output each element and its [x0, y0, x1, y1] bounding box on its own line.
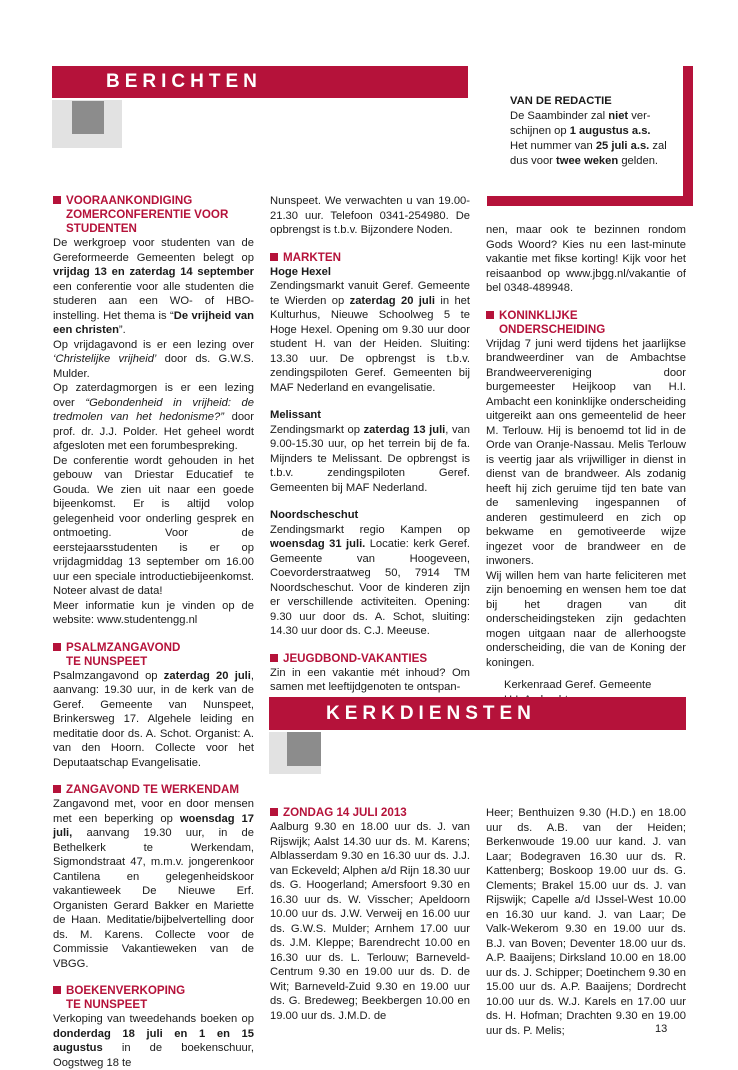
paragraph: De werkgroep voor studenten van de Gereformeerde Gemeenten belegt op vrijdag 13 en zaterdag 14 september een conferentie voor alle studenten die studeren aan een WO- of HBO-instelling. Het thema is “De vrijheid van een christen”.	[53, 237, 254, 336]
heading-zangavond: ZANGAVOND TE WERKENDAM	[53, 783, 254, 797]
paragraph: Zendingsmarkt vanuit Geref. Gemeente te Wierden op zaterdag 20 juli in het Kulturhus, Nieuwe Schoolweg 5 te Hoge Hexel. Opening om 9.30 uur door student H. van der Heiden. Sluiting: 13.30 uur. De opbrengst is t.b.v. zendingspiloten Geref. Gemeenten bij MAF Nederland en evangelisatie.	[270, 280, 470, 394]
paragraph: Zendingsmarkt regio Kampen op woensdag 31 juli. Locatie: kerk Geref. Gemeente van Hoogeveen, Coevorderstraatweg 50, 7914 TM Noordscheschut. Voor de kinderen zijn er verschillende activiteiten. Opening: 9.30 uur door ds. A. Schot, sluiting: 14.30 uur door ds. C.J. Meeuse.	[270, 523, 470, 637]
paragraph: Op vrijdagavond is er een lezing over ‘Christelijke vrijheid’ door ds. G.W.S. Mulder.	[53, 338, 254, 380]
column-1	[53, 194, 254, 1070]
bullet-square-icon	[53, 196, 61, 204]
subheading: Noordscheschut	[270, 509, 359, 521]
section-bar-berichten	[52, 66, 468, 98]
paragraph: Verkoping van tweedehands boeken op donderdag 18 juli en 1 en 15 augustus in de boekenschuur, Oogstweg 18 te	[53, 1013, 254, 1069]
section-title: BERICHTEN	[106, 71, 262, 92]
paragraph: Zin in een vakantie mét inhoud? Om samen met leeftijdgenoten te ontspan-	[270, 666, 470, 693]
paragraph: nen, maar ook te bezinnen rondom Gods Woord? Kies nu een last-minute vakantie met fikse korting! Kijk voor het reisaanbod op www.jbgg.nl/vakantie of bel 0348-489948.	[486, 224, 686, 294]
subheading: Melissant	[270, 409, 321, 421]
paragraph: Heer; Benthuizen 9.30 (H.D.) en 18.00 uur ds. A.B. van der Heiden; Berkenwoude 19.00 uur kand. J. van Laar; Bodegraven 16.30 uur ds. R. Kattenberg; Boskoop 19.00 uur ds. G. Clements; Brakel 15.00 uur ds. J. van Rijswijk; Capelle a/d IJssel-West 10.00 en 16.30 uur kand. J. van Laar; De Valk-Wekerom 9.30 en 19.00 uur ds. B.J. van Boven; Deventer 18.00 uur ds. A.P. Baaijens; Dirksland 10.00 en 18.00 uur ds. J. Schipper; Doetinchem 9.30 en 15.00 uur ds. A.P. Baaijens; Dordrecht 10.00 uur ds. W.J. Karels en 17.00 uur ds. H. Hofman; Drachten 9.30 en 19.00 uur ds. P. Melis;	[486, 807, 686, 1037]
paragraph: Aalburg 9.30 en 18.00 uur ds. J. van Rijswijk; Aalst 14.30 uur ds. M. Karens; Alblasserdam 9.30 en 16.30 uur ds. J.J. van Eckeveld; Alphen a/d Rijn 18.30 uur ds. G. Hoogerland; Amersfoort 9.30 en 16.30 uur ds. W. Visscher; Apeldoorn 10.00 uur ds. J.W. Verweij en 16.00 uur ds. G.W.S. Mulder; Arnhem 17.00 uur ds. J.M. Kleppe; Barendrecht 10.00 en 16.30 uur ds. L. Terlouw; Barneveld-Centrum 9.30 en 19.00 uur ds. D. de Wit; Barneveld-Zuid 9.30 en 19.00 uur ds. G. Bredeweg; Beekbergen 10.00 en 19.00 uur ds. J.M.D. de	[270, 821, 470, 1022]
bullet-square-icon	[53, 986, 61, 994]
paragraph: Zangavond met, voor en door mensen met een beperking op woensdag 17 juli, aanvang 19.30 uur, in de Bethelkerk te Werkendam, Sigmondstraat 47, m.m.v. jongerenkoor Cantilena en gelegenheidskoor vakantieweek De Nieuwe Erf. Organisten Gerard Bakker en Mariette de Haan. Meditatie/bijbelvertelling door ds. M. Karens. Collecte voor de Commissie Vakantieweken van de VBGG.	[53, 798, 254, 970]
bullet-square-icon	[270, 808, 278, 816]
heading-boekenverkoping: BOEKENVERKOPING TE NUNSPEET	[53, 984, 254, 1012]
heading-jeugdbond: JEUGDBOND-VAKANTIES	[270, 652, 470, 666]
bullet-square-icon	[486, 311, 494, 319]
heading-psalmzangavond: PSALMZANGAVOND TE NUNSPEET	[53, 641, 254, 669]
subheading: Hoge Hexel	[270, 265, 331, 278]
editorial-note: VAN DE REDACTIE De Saambinder zal niet ver- schijnen op 1 augustus a.s. Het nummer van 25 juli a.s. zal dus voor twee weken gelden.	[510, 94, 680, 169]
signature: Kerkenraad Geref. Gemeente	[504, 679, 652, 691]
note-title: VAN DE REDACTIE	[510, 95, 612, 107]
section-bar-kerkdiensten	[269, 697, 686, 730]
heading-vooraankondiging: VOORAANKONDIGING ZOMERCONFERENTIE VOOR STUDENTEN	[53, 194, 254, 236]
kerkdiensten-column-2	[486, 806, 686, 1038]
bullet-square-icon	[53, 785, 61, 793]
paragraph: Vrijdag 7 juni werd tijdens het jaarlijkse brandweerdiner van de Ambachtse Brandweervereniging door burgemeester Heijkoop van H.I. Ambacht een koninklijke onderscheiding uitgereikt aan ons gemeentelid de heer M. Terlouw. Hij is benoemd tot lid in de Orde van Oranje-Nassau. Melis Terlouw is veertig jaar als vrijwilliger in dienst in dienst van de brandweer. Als zodanig heeft hij zich geruime tijd ten bate van de samenleving ingespannen of anderen gestimuleerd en zich op bekwame en gemotiveerde wijze ingezet voor de brandweer en de inwoners.	[486, 337, 686, 567]
decor-block	[72, 101, 104, 134]
heading-markten: MARKTEN	[270, 251, 470, 265]
column-2	[270, 194, 470, 695]
page-number: 13	[655, 1023, 668, 1035]
paragraph: Op zaterdagmorgen is er een lezing over “Gebondenheid in vrijheid: de tredmolen van het hedonisme?” door prof. dr. J.J. Polder. Het geheel wordt afgesloten met een forumbespreking.	[53, 382, 255, 452]
paragraph: Psalmzangavond op zaterdag 20 juli, aanvang: 19.30 uur, in de kerk van de Geref. Gemeente van Nunspeet, Brinkersweg 17. Algehele leiding en meditatie door ds. A. Schot. Organist: A. van den Hoorn. Collecte voor het Deputaatschap Evangelisatie.	[53, 669, 255, 769]
column-3	[486, 223, 686, 707]
heading-koninklijke: KONINKLIJKE ONDERSCHEIDING	[486, 309, 686, 337]
paragraph: Wij willen hem van harte feliciteren met zijn benoeming en wensen hem toe dat bij het dragen van dit onderscheidingsteken zijn gedachten mogen uitgaan naar de allerhoogste onderscheiding, die van de Koning der koningen.	[486, 569, 686, 669]
bullet-square-icon	[270, 253, 278, 261]
heading-zondag: ZONDAG 14 JULI 2013	[270, 806, 470, 820]
paragraph: Meer informatie kun je vinden op de website: www.studentengg.nl	[53, 599, 254, 626]
paragraph: Nunspeet. We verwachten u van 19.00-21.30 uur. Telefoon 0341-254980. De opbrengst is t.b.v. Bijzondere Noden.	[270, 195, 470, 236]
section-title: KERKDIENSTEN	[326, 703, 536, 724]
paragraph: Zendingsmarkt op zaterdag 13 juli, van 9.00-15.30 uur, op het terrein bij de fa. Mijnders te Melissant. De opbrengst is t.b.v. zendingspiloten Geref. Gemeenten bij MAF Nederland.	[270, 423, 471, 494]
bullet-square-icon	[53, 643, 61, 651]
paragraph: De conferentie wordt gehouden in het gebouw van Driestar Educatief te Gouda. We zien uit naar een goede bijeenkomst. Er is altijd volop gelegenheid voor onderling gesprek en ontmoeting. Voor de eerstejaarsstudenten is er op vrijdagmiddag 13 september om 16.00 uur een speciale introductiebijeenkomst. Noteer alvast de data!	[53, 454, 254, 597]
bullet-square-icon	[270, 654, 278, 662]
decor-block	[287, 732, 321, 766]
kerkdiensten-column-1	[270, 806, 470, 1023]
